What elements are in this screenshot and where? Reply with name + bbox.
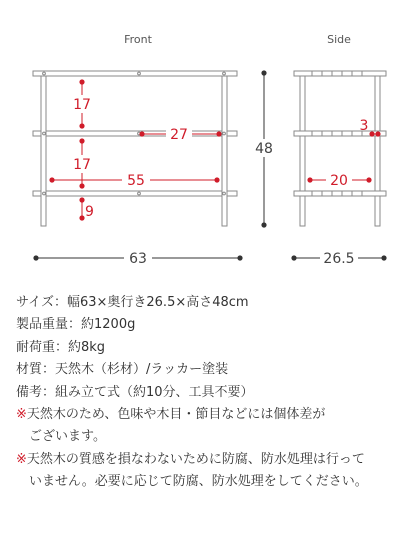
notice-1-line1: 天然木のため、色味や木目・節目などには個体差が (26, 407, 326, 423)
notice-2-mark: ※ (16, 451, 27, 467)
notice-1 (16, 404, 411, 426)
front-floor-clearance-label: 9 (85, 204, 94, 220)
side-shelf-bottom (294, 191, 386, 196)
front-leg-left (41, 76, 46, 226)
notice-2-line1: 天然木の質感を損なわないために防腐、防水処理は行って (26, 451, 365, 467)
front-mid-gap-label: 17 (73, 157, 91, 173)
side-view-title: Side (327, 33, 351, 46)
side-upper-label: 3 (359, 118, 369, 134)
spec-list (16, 292, 411, 494)
notice-2 (16, 449, 411, 471)
front-view-title: Front (124, 33, 152, 46)
front-leg-right (222, 76, 227, 226)
side-lower-label: 20 (330, 173, 348, 189)
front-inner-width-label: 55 (127, 173, 145, 189)
spec-material: 材質：天然木（杉材）/ラッカー塗装 (16, 362, 229, 378)
side-shelf-top (294, 71, 386, 76)
side-leg-right (375, 76, 380, 226)
width-label: 63 (129, 251, 147, 267)
notice-1-mark: ※ (16, 407, 27, 423)
front-upper-span-label: 27 (170, 127, 188, 143)
depth-label: 26.5 (323, 251, 355, 267)
spec-notes: 備考：組み立て式（約10分、工具不要） (16, 384, 254, 400)
spec-load: 耐荷重：約8kg (16, 339, 106, 355)
spec-size: サイズ：幅63×奥行き26.5×高さ48cm (16, 295, 249, 310)
notice-1-line2: ございます。 (29, 429, 106, 445)
notice-2-line2: いません。必要に応じて防腐、防水処理をしてください。 (29, 474, 368, 490)
side-leg-left (300, 76, 305, 226)
height-label: 48 (255, 141, 273, 157)
front-shelf-top (33, 71, 237, 76)
front-shelf-bottom (33, 191, 237, 196)
front-rack (33, 71, 237, 226)
side-rack (294, 71, 386, 226)
front-top-gap-label: 17 (73, 97, 91, 113)
spec-weight: 製品重量：約1200g (16, 317, 136, 333)
